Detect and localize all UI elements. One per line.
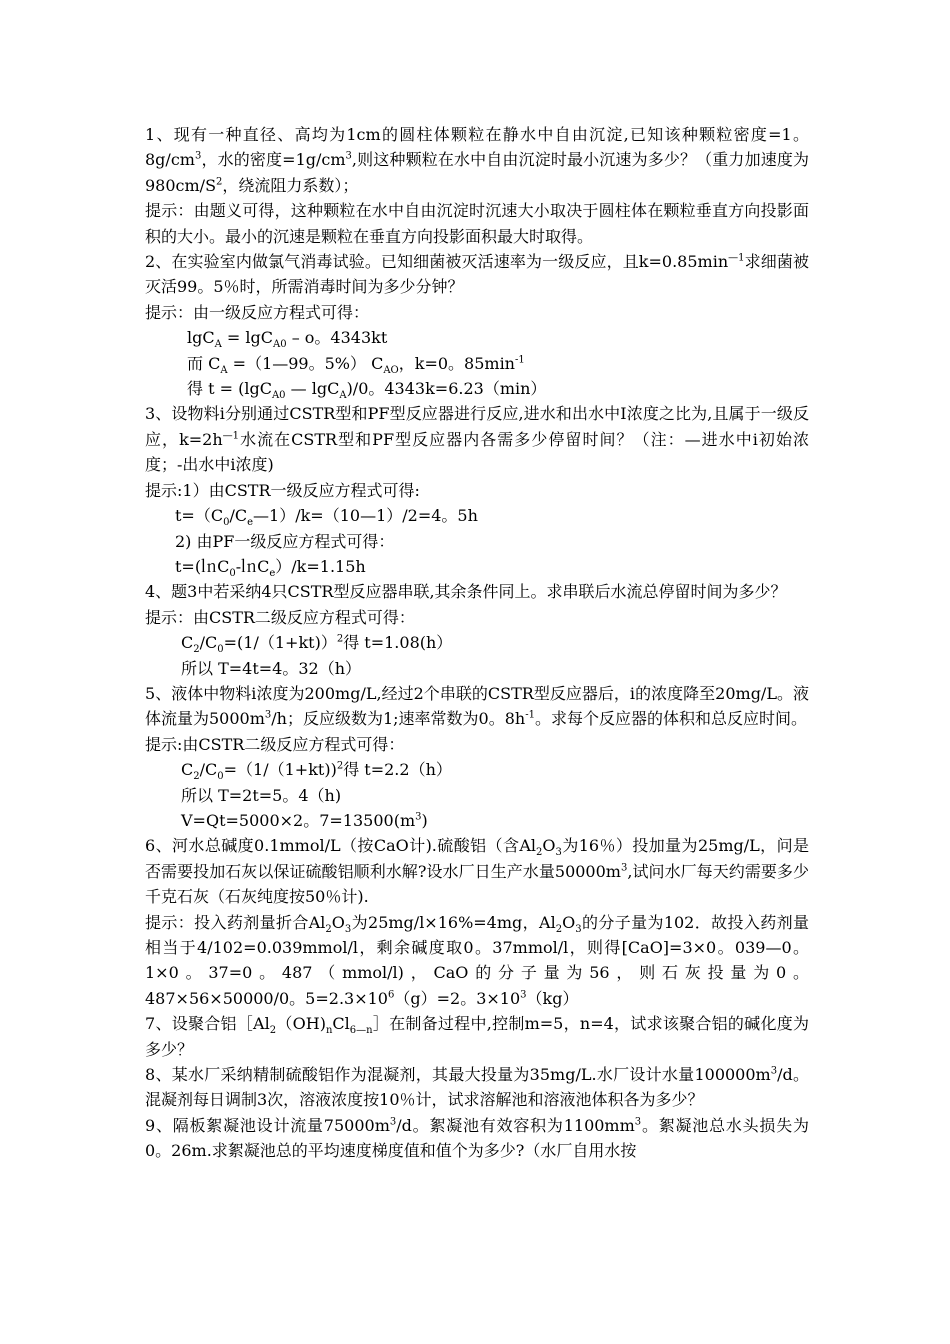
formula-4-1: $C_2/C_0=(1/(1+kt))^2$得 t=1.08(h）: [181, 633, 453, 656]
document-body: [145, 122, 809, 1164]
formula-2-1: lgC$_A$ = lgC$_{A0}$ – o。4343kt: [187, 328, 388, 351]
formula-5-1: $C_2/C_0=(1/(1+kt))^2$得 t=2.2（h）: [181, 760, 452, 783]
question-3: 3、设物料i分别通过CSTR型和PF型反应器进行反应,进水和出水中I浓度之比为,且属于一级反应，$k=2h^{—1}$水流在CSTR型和PF型反应器内各需多少停留时间？（注：—进水中i初始浓度；-出水中i浓度): [145, 404, 809, 475]
hint-6: 提示：投入药剂量折合$Al_2O_3$为25mg/l×16%=4mg，$Al_2O_3$的分子量为102．故投入药剂量相当于4/102=0.039mmol/l，剩余碱度取0。37mmol/l，则得[CaO]=3×0。039—0。1×0。37=0。487（mmol/l)，CaO的分子量为56，则石灰投量为0。487×56×50000/0。$5=2.3\times 10^6(g)=2$。$3\times 10^3(kg)$: [145, 912, 809, 1008]
question-8: 8、某水厂采纳精制硫酸铝作为混凝剂，其最大投量为35mg/L.水厂设计水量$100000m^3/d$。混凝剂每日调制3次，溶液浓度按10％计，试求溶解池和溶液池体积各为多少？: [145, 1065, 809, 1110]
hint-1: 提示：由题义可得，这种颗粒在水中自由沉淀时沉速大小取决于圆柱体在颗粒垂直方向投影面积的大小。最小的沉速是颗粒在垂直方向投影面积最大时取得。: [145, 201, 809, 246]
question-1: 1、现有一种直径、高均为1cm的圆柱体颗粒在静水中自由沉淀,已知该种颗粒密度=1。$8g/cm^3$，水的密度$=1g/cm^3$,则这种颗粒在水中自由沉淀时最小沉速为多少？（重力加速度为$980cm/S^2$，绕流阻力系数）；: [145, 125, 809, 195]
formula-3-3: $t=(㏑C_0-㏑C_e)/k=1.15h$: [175, 556, 366, 580]
hint-5: 提示:由CSTR二级反应方程式可得：: [145, 734, 405, 754]
formula-3-1: $t=(C_0/C_e—1)/k=(10—1)/2=4$。5h: [175, 506, 478, 529]
formula-2-3: 得 t = (lgC$_{A0}$ — lgC$_A$)/0。4343k=6.23（min）: [187, 379, 547, 402]
formula-3-2: 2) 由PF一级反应方程式可得：: [175, 531, 395, 551]
hint-2: 提示：由一级反应方程式可得：: [145, 302, 370, 322]
hint-4: 提示：由CSTR二级反应方程式可得：: [145, 607, 415, 627]
hint-3: 提示:1）由CSTR一级反应方程式可得:: [145, 480, 420, 500]
question-4: 4、题3中若采纳4只CSTR型反应器串联,其余条件同上。求串联后水流总停留时间为多少？: [145, 582, 787, 602]
question-2: 2、在实验室内做氯气消毒试验。已知细菌被灭活速率为一级反应，且$k=0.85\min^{—1}$求细菌被灭活99。5％时，所需消毒时间为多少分钟？: [145, 252, 809, 297]
question-6: 6、河水总碱度0.1mmol/L（按CaO计).硫酸铝（含$Al_2O_3$为16％）投加量为25mg/L，问是否需要投加石灰以保证硫酸铝顺利水解?设水厂日生产水量$50000m^3$,试问水厂每天约需要多少千克石灰（石灰纯度按50％计).: [145, 836, 809, 907]
formula-5-3: V=Qt=5000×2。$7=13500(m^3)$: [181, 810, 428, 830]
question-9: 9、隔板絮凝池设计流量$75000m^3/d$。絮凝池有效容积为$1100mm^3$。絮凝池总水头损失为0。26m.求絮凝池总的平均速度梯度值和值个为多少?（水厂自用水按: [145, 1115, 809, 1161]
question-7: 7、设聚合铝$[Al_2(OH)_nCl_{6—n}]$在制备过程中,控制m=5，n=4，试求该聚合铝的碱化度为多少？: [145, 1014, 809, 1059]
formula-2-2: 而 $C_A$ =（1—99。5%） $C_{AO}$，k=0。$85\min^{-1}$: [187, 353, 525, 376]
question-5: 5、液体中物料i浓度为200mg/L,经过2个串联的CSTR型反应器后，i的浓度降至20mg/L。液体流量为$5000m^3/h$；反应级数为1;速率常数为0。$8h^{-1}$。求每个反应器的体积和总反应时间。: [145, 683, 809, 729]
formula-4-2: 所以 T=4t=4。32（h）: [181, 658, 362, 678]
formula-5-2: 所以 T=2t=5。4（h): [181, 785, 342, 805]
